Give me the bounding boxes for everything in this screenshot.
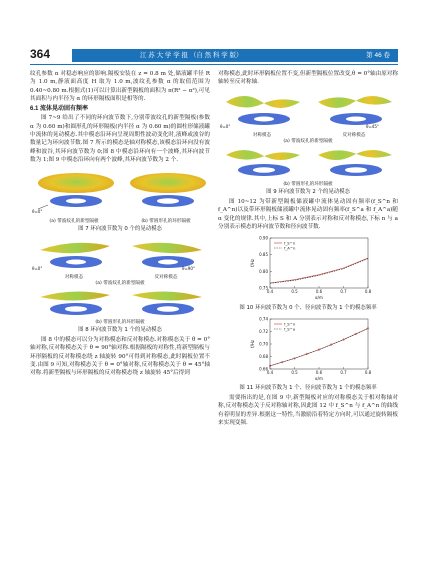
- chart0-xtick-label: 0.7: [340, 289, 347, 295]
- fig8b-sym-hole: [65, 306, 87, 312]
- page-number: 364: [30, 47, 51, 61]
- fig8-sym-a: [30, 236, 118, 275]
- fig9-label-anti: 反对称模态: [342, 132, 366, 138]
- header-rule: [30, 64, 398, 65]
- chart0-series-0: [270, 258, 368, 283]
- chart1-xlabel: α/m: [315, 375, 323, 381]
- chart1-ytick-label: 0.68: [259, 353, 268, 359]
- fig9-angle-0: θ=0°: [220, 123, 231, 129]
- fig9-anti-b: [310, 145, 398, 182]
- fig8a-sym-surface: [30, 236, 118, 272]
- chart0-ytick-label: 0.80: [259, 269, 268, 275]
- fig8-anti-b: [122, 287, 210, 320]
- chart1-series-1: [270, 328, 368, 366]
- chart0-ytick-label: 0.90: [259, 235, 268, 241]
- left-paragraph-3: 图 8 中的模态可以分为对称模态和反对称模态.对称模态关于 θ = 0°轴对称,反对称模态关于 θ = 90°轴对称.根据隔板的对称性,将新型隔板与环形隔板的反对称模态绕 z 轴旋转 90°可得到对称模态,此时隔板位置不变.由图 9 可知,对称模态关于 θ = 0°轴对称,反对称模态关于 θ = 45°轴对称.将新型隔板与环形隔板的反对称模态绕 z 轴旋转 45°后得到: [30, 337, 210, 377]
- fig9a-sym-hole: [254, 116, 274, 121]
- fig8-label-sym: 对称模态: [64, 274, 84, 280]
- fig8a-anti-surface: [122, 236, 210, 272]
- fig7-mode-a: [30, 167, 118, 224]
- fig9-sym-b: [218, 145, 306, 182]
- fig9a-sym-free-surface: [226, 96, 300, 108]
- chart1-legend-label: f_S^a: [284, 326, 296, 332]
- fig9-angle-45: θ=45°: [366, 123, 379, 129]
- figure-8: [30, 236, 210, 335]
- chart1-legend-label: f_S^n: [284, 321, 296, 327]
- left-paragraph-1: 纹孔参数 α 对稳态响应的影响.隔板安装在 z = 0.8 m 处,储液罐半径 R 为 1.0 m,静液面高度 H 取为 1.0 m,波纹孔参数 α 的取值范围为 0.40~0.80 m.根据式(1)可以计算出新型隔板的面积为 π(R² − α²),可见其面积与内半径为 α 的环形隔板面积是相等的.: [30, 71, 210, 102]
- fig8b-sym-surface: [30, 287, 118, 317]
- fig9a-anti-surface: [310, 90, 398, 130]
- chart0-xtick-label: 0.4: [266, 289, 274, 295]
- fig9b-sym-surface: [218, 145, 306, 179]
- fig9a-anti-hole: [346, 116, 366, 121]
- fig7-surface-b: [122, 167, 210, 215]
- fig7-surface-a: [30, 167, 118, 215]
- fig7a-free-surface: [38, 173, 114, 193]
- figure-10: [218, 234, 398, 311]
- fig8-subcaption-a: (a) 带波纹孔的新型隔板: [95, 280, 145, 286]
- fig8-angle-90: θ=90°: [182, 265, 195, 271]
- fig9-subcaption-b: (b) 带圆形孔的环形隔板: [283, 182, 333, 188]
- left-column: [30, 70, 210, 378]
- right-paragraph-3: 需要指出的是,在图 9 中,新型隔板对应的对称模态关于相对称轴对称,反对称模态关于反对称轴对称,因此图 12 中 f_S^n 与 f_A^n 的曲线有着明显的差异.根据这一特性,当激励沿着特定方向时,可以通过旋转隔板来实现变频.: [218, 394, 398, 426]
- fig7-caption: 图 7 环向波节数为 0 个的晃动模态: [78, 225, 162, 232]
- fig8-sym-b: [30, 287, 118, 320]
- fig8-angle-0: θ=0°: [32, 265, 43, 271]
- chart1-ytick-label: 0.74: [259, 316, 268, 322]
- chart1-xtick-label: 0.7: [340, 369, 347, 375]
- chart0-ylabel: f/Hz: [250, 259, 255, 268]
- right-column: [218, 70, 398, 427]
- chart0-series-1: [270, 259, 368, 284]
- fig9a-sym-surface: [218, 90, 306, 130]
- fig8a-anti-free-surface: [132, 242, 202, 252]
- chart1-xtick-label: 0.6: [315, 369, 323, 375]
- fig9-subcaption-a: (a) 带波纹孔的新型隔板: [283, 138, 333, 144]
- fig8-label-anti: 反对称模态: [154, 274, 178, 280]
- chart1-ytick-label: 0.72: [259, 328, 268, 334]
- fig7-subcaption-b: (b) 带圆形孔的环形隔板: [141, 218, 191, 224]
- right-paragraph-1: 对称模态,此时环形隔板位置不变,但新型隔板位置改变,θ = 0°轴由原对称轴转至反对称轴.: [218, 71, 398, 86]
- fig9b-anti-hole: [345, 167, 367, 173]
- chart1-ytick-label: 0.70: [259, 341, 268, 347]
- fig9-anti-a: [310, 90, 398, 133]
- fig8a-anti-hole: [158, 259, 178, 264]
- fig8b-anti-hole: [157, 306, 179, 312]
- right-paragraph-2: 图 10~12 为带新型隔板储液罐中流体晃动固有频率(f_S^n 和 f_A^n)以及带环形隔板储液罐中流体晃动固有频率(f_S^a 和 f_A^a)随 α 变化的规律.其中,上标 S 和 A 分别表示对称和反对称模态,下标 n 与 a 分别表示模态的环向波节数和径向波节数.: [218, 199, 398, 231]
- chart0-legend-label: f_S^n: [284, 240, 296, 246]
- chart1-ytick-label: 0.66: [259, 366, 268, 372]
- fig8b-sym-free-surface: [40, 291, 110, 300]
- fig8-anti-a: [122, 236, 210, 275]
- chart1-xtick-label: 0.4: [266, 369, 274, 375]
- section-heading: 6.1 流体晃动固有频率: [30, 106, 89, 113]
- fig8a-sym-hole: [66, 259, 86, 264]
- chart1-xtick-label: 0.5: [291, 369, 298, 375]
- chart0-xtick-label: 0.5: [291, 289, 298, 295]
- fig7-subcaption-a: (a) 带波纹孔的新型隔板: [49, 218, 99, 224]
- fig8-caption: 图 8 环向波节数为 1 个的晃动模态: [78, 327, 162, 334]
- fig7-mode-b: [122, 167, 210, 224]
- figure-7: [30, 167, 210, 232]
- fig10-caption: 图 10 环向波节数为 0 个、径向波节数为 1 个的模态频率: [239, 304, 377, 311]
- page-header: [0, 0, 427, 68]
- fig9b-sym-free-surface: [226, 150, 300, 160]
- left-paragraph-2: 图 7~9 给出了不同的环向波节数下,分别带波纹孔的新型隔板(参数 α 为 0.60 m)和圆形孔的环形隔板(内半径 α 为 0.60 m)的圆柱形储液罐中流体的晃动模态.其中模态沿环向呈现周期性波动变化时,液峰或波谷的数量记为环向波节数.图 7 所示的模态是轴对称模态,该模态沿环向没有波峰和波谷,其环向波节数为 0;图 8 中模态沿环向有一个波峰,其环向波节数为 1;图 9 中模态沿环向有两个波峰,其环向波节数为 2 个.: [30, 115, 210, 163]
- fig11-caption: 图 11 环向波节数为 1 个、径向波节数为 1 个的模态频率: [239, 384, 377, 391]
- chart0-xtick-label: 0.6: [315, 289, 323, 295]
- fig7b-baffle-hole: [157, 198, 179, 204]
- chart0-legend-label: f_A^n: [284, 245, 296, 251]
- fig8a-sym-free-surface: [40, 242, 110, 252]
- chart0-ytick-label: 0.75: [259, 285, 268, 291]
- fig10-chart: [218, 234, 398, 300]
- fig11-chart: [218, 315, 398, 381]
- fig8b-anti-free-surface: [132, 291, 202, 300]
- figure-11: [218, 315, 398, 392]
- fig7a-baffle-hole: [66, 199, 86, 204]
- fig8-subcaption-b: (b) 带圆形孔的环形隔板: [95, 320, 145, 326]
- svg-text:θ=0°: θ=0°: [32, 209, 43, 215]
- fig9b-sym-hole: [253, 167, 275, 173]
- journal-bar: [72, 49, 398, 62]
- fig9a-anti-free-surface: [318, 96, 392, 108]
- fig7b-free-surface: [130, 173, 206, 193]
- chart1-series-0: [270, 328, 368, 366]
- fig9-caption: 图 9 环向波节数为 2 个的晃动模态: [266, 189, 350, 196]
- figure-9: [218, 90, 398, 197]
- journal-title: 江 苏 大 学 学 报 （自 然 科 学 版）: [140, 52, 243, 59]
- chart0-xtick-label: 0.8: [364, 289, 372, 295]
- fig9b-anti-free-surface: [318, 150, 392, 160]
- fig9-label-sym: 对称模态: [252, 132, 272, 138]
- chart0-ytick-label: 0.85: [259, 252, 268, 258]
- fig8b-anti-surface: [122, 287, 210, 317]
- volume-label: 第 46 卷: [366, 52, 390, 59]
- fig9b-anti-surface: [310, 145, 398, 179]
- chart0-xlabel: α/m: [315, 295, 323, 301]
- fig9-sym-a: [218, 90, 306, 133]
- chart1-ylabel: f/Hz: [250, 339, 255, 348]
- chart1-xtick-label: 0.8: [364, 369, 372, 375]
